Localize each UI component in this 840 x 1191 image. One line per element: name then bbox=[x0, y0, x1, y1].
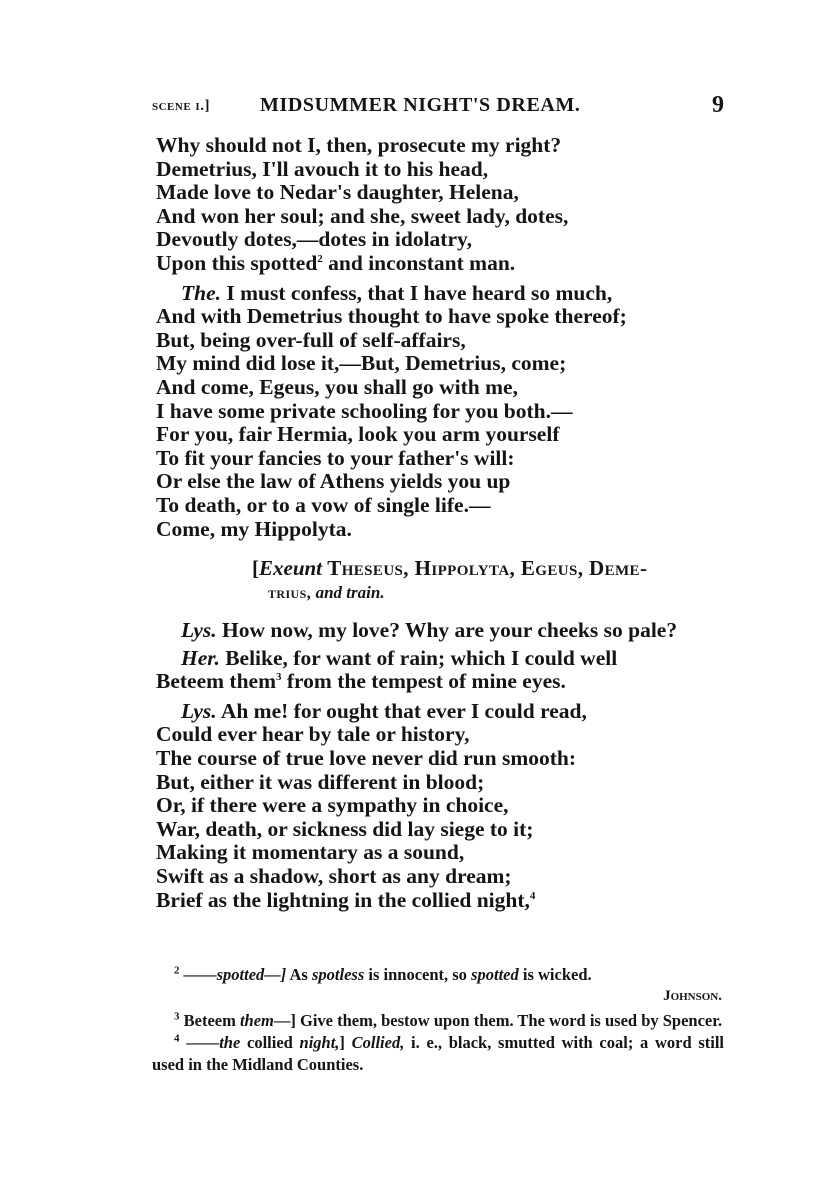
verse-text: from the tempest of mine eyes. bbox=[281, 669, 566, 694]
speech-lysander bbox=[156, 700, 736, 724]
verse-line: But, being over-full of self-affairs, bbox=[156, 327, 466, 352]
verse-line: And won her soul; and she, sweet lady, dotes, bbox=[156, 203, 569, 228]
verse-line: Made love to Nedar's daughter, Helena, bbox=[156, 180, 519, 205]
verse-line: My mind did lose it,—But, Demetrius, come; bbox=[156, 351, 567, 376]
footnote-text: ] bbox=[339, 1033, 352, 1052]
verse-line: Why should not I, then, prosecute my right? bbox=[156, 133, 562, 157]
play-text bbox=[156, 134, 736, 912]
footnote-text: is innocent, so bbox=[364, 965, 472, 984]
verse-line bbox=[156, 670, 736, 694]
speech-hermia bbox=[156, 647, 736, 671]
verse-line: Demetrius, I'll avouch it to his head, bbox=[156, 156, 489, 181]
verse-line: But, either it was different in blood; bbox=[156, 769, 485, 794]
speaker-name: Her. bbox=[181, 645, 220, 670]
footnote-2 bbox=[152, 964, 724, 986]
verse-line: To death, or to a vow of single life.— bbox=[156, 492, 491, 517]
footnote-italic: spotted bbox=[471, 965, 519, 984]
verse-line: Or else the law of Athens yields you up bbox=[156, 469, 511, 494]
verse-line bbox=[156, 889, 736, 913]
verse-line: Or, if there were a sympathy in choice, bbox=[156, 793, 509, 818]
footnote-text: i. e., black, smutted with coal; a word still used in the Midland Counties. bbox=[152, 1033, 725, 1074]
speech-lysander bbox=[156, 619, 736, 643]
speech-theseus bbox=[156, 282, 736, 306]
verse-line: Could ever hear by tale or history, bbox=[156, 722, 470, 747]
header-scene: scene i.] bbox=[152, 98, 210, 114]
verse-text: Beteem them bbox=[156, 669, 276, 694]
stage-direction bbox=[252, 555, 736, 605]
verse-line: And with Demetrius thought to have spoke thereof; bbox=[156, 304, 627, 329]
footnote-text: —] Give them, bestow upon them. The word is used by Spencer. bbox=[273, 1011, 723, 1030]
verse-line: Devoutly dotes,—dotes in idolatry, bbox=[156, 227, 472, 252]
footnote-mark: 2 bbox=[174, 964, 180, 977]
stage-exeunt: Exeunt bbox=[259, 556, 323, 581]
verse-text: Ah me! for ought that ever I could read, bbox=[216, 698, 587, 723]
verse-text: I must confess, that I have heard so much, bbox=[221, 280, 613, 305]
footnote-4 bbox=[152, 1032, 724, 1076]
stage-train: and train. bbox=[311, 583, 385, 603]
stage-bracket: [ bbox=[252, 556, 259, 581]
verse-line: War, death, or sickness did lay siege to it; bbox=[156, 816, 534, 841]
verse-line: Come, my Hippolyta. bbox=[156, 516, 352, 541]
header-title: MIDSUMMER NIGHT'S DREAM. bbox=[260, 94, 581, 116]
footnote-italic: Collied, bbox=[351, 1033, 405, 1052]
footnotes bbox=[152, 964, 724, 1076]
footnote-3 bbox=[152, 1010, 724, 1032]
footnote-italic: them bbox=[239, 1011, 274, 1030]
verse-line: Swift as a shadow, short as any dream; bbox=[156, 864, 512, 889]
running-header bbox=[152, 92, 724, 122]
speaker-name: Lys. bbox=[181, 698, 217, 723]
footnote-text: Beteem bbox=[179, 1011, 240, 1030]
footnote-lemma: ——spotted—] bbox=[179, 965, 287, 984]
verse-text: Brief as the lightning in the collied night, bbox=[156, 887, 530, 912]
verse-line: I have some private schooling for you both.— bbox=[156, 398, 573, 423]
verse-line: Making it momentary as a sound, bbox=[156, 840, 465, 865]
verse-text: How now, my love? Why are your cheeks so pale? bbox=[216, 618, 678, 643]
footnote-mark: 3 bbox=[174, 1010, 180, 1023]
verse-line bbox=[156, 252, 736, 276]
verse-text: and inconstant man. bbox=[322, 250, 516, 275]
footnote-italic: spotless bbox=[311, 965, 365, 984]
verse-line: The course of true love never did run smooth: bbox=[156, 746, 577, 771]
page-number: 9 bbox=[712, 92, 724, 118]
footnote-attribution: Johnson. bbox=[663, 988, 722, 1004]
speaker-name: Lys. bbox=[181, 618, 217, 643]
verse-line: And come, Egeus, you shall go with me, bbox=[156, 374, 518, 399]
footnote-text: is wicked. bbox=[518, 965, 592, 984]
verse-line: To fit your fancies to your father's will: bbox=[156, 445, 515, 470]
footnote-ref-4: 4 bbox=[529, 889, 536, 902]
footnote-text: As bbox=[286, 965, 312, 984]
verse-line: For you, fair Hermia, look you arm yourself bbox=[156, 422, 560, 447]
footnote-text: —— bbox=[179, 1033, 220, 1052]
footnote-italic: the bbox=[219, 1033, 241, 1052]
speaker-name: The. bbox=[181, 280, 222, 305]
footnote-text: collied bbox=[240, 1033, 300, 1052]
footnote-mark: 4 bbox=[174, 1032, 180, 1045]
verse-text: Upon this spotted bbox=[156, 250, 318, 275]
footnote-ref-3: 3 bbox=[275, 671, 282, 684]
stage-names: Theseus, Hippolyta, Egeus, Deme- bbox=[322, 556, 648, 581]
stage-names: trius, bbox=[268, 583, 312, 603]
footnote-italic: night, bbox=[299, 1033, 340, 1052]
verse-text: Belike, for want of rain; which I could well bbox=[219, 645, 618, 670]
footnote-ref-2: 2 bbox=[317, 252, 323, 265]
